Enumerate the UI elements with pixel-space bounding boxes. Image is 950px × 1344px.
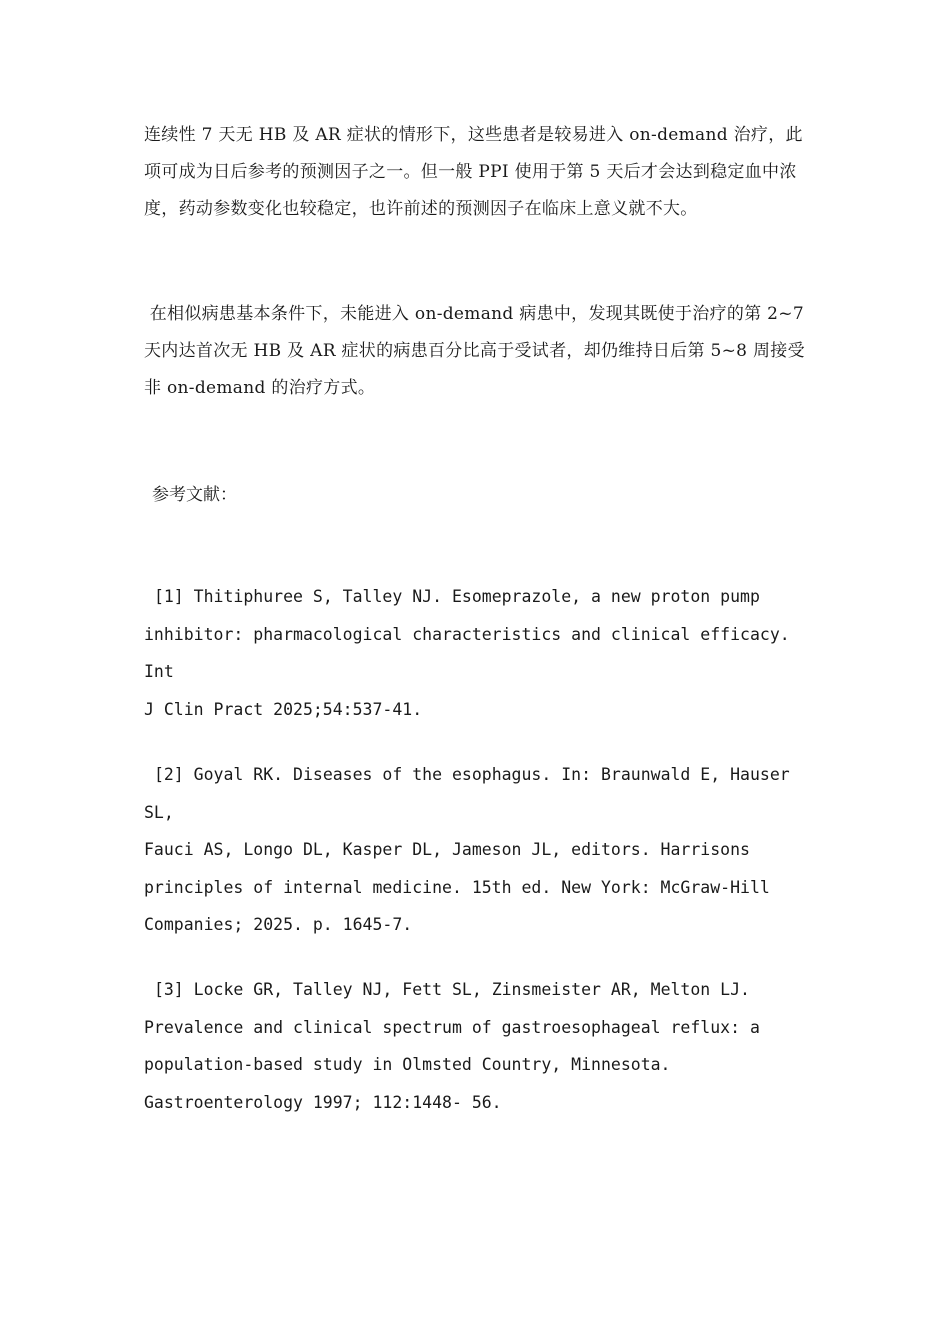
document-page [144, 0, 809, 1344]
reference-item-2: [2] Goyal RK. Diseases of the esophagus. In: Braunwald E, Hauser SL, Fauci AS, Longo DL, Kasper DL, Jameson JL, editors. Harrisons principles of internal medicine. 15th ed. New York: McGraw-Hill Companies; 2025. p. 1645-7. [144, 765, 790, 934]
reference-item-1: [1] Thitiphuree S, Talley NJ. Esomeprazole, a new proton pump inhibitor: pharmacological characteristics and clinical efficacy. Int J Clin Pract 2025;54:537-41. [144, 587, 790, 719]
body-paragraph-2: 在相似病患基本条件下，未能进入 on-demand 病患中，发现其既使于治疗的第 2~7 天内达首次无 HB 及 AR 症状的病患百分比高于受试者，却仍维持日后第 5~8 周接受非 on-demand 的治疗方式。 [144, 304, 810, 398]
references-heading: 参考文献： [152, 485, 237, 505]
body-paragraph-1: 连续性 7 天无 HB 及 AR 症状的情形下，这些患者是较易进入 on-demand 治疗，此项可成为日后参考的预测因子之一。但一般 PPI 使用于第 5 天后才会达到稳定血中浓度，药动参数变化也较稳定，也许前述的预测因子在临床上意义就不大。 [144, 125, 803, 219]
reference-item-3: [3] Locke GR, Talley NJ, Fett SL, Zinsmeister AR, Melton LJ. Prevalence and clinical spectrum of gastroesophageal reflux: a population-based study in Olmsted Country, Minnesota. Gastroenterology 1997; 112:1448- 56. [144, 980, 760, 1112]
